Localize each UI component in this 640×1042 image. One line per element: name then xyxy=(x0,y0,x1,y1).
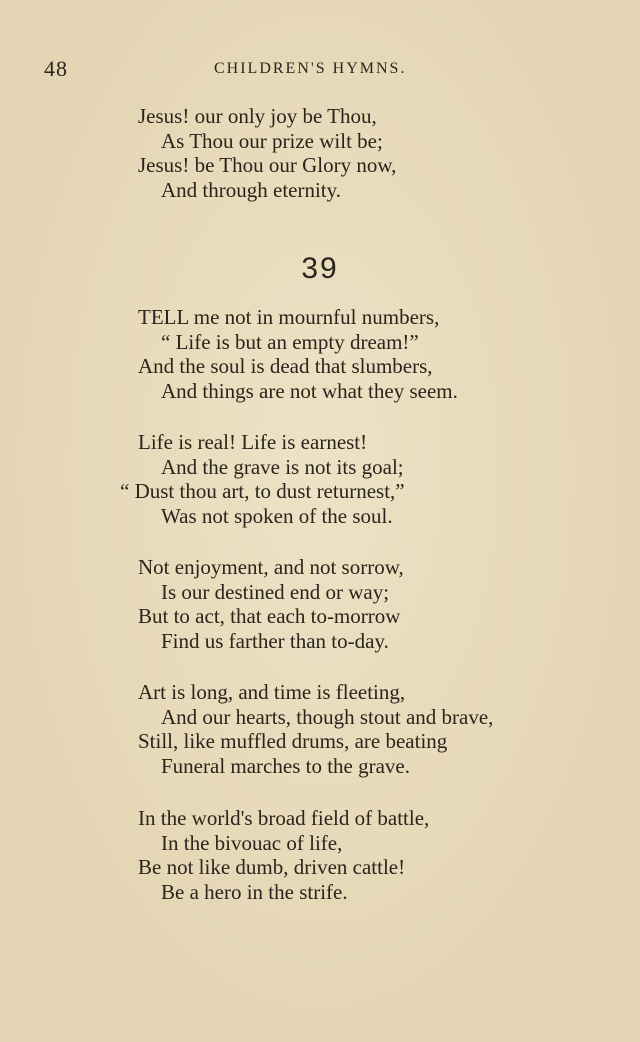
stanza-5 xyxy=(138,806,429,904)
stanza-1 xyxy=(138,305,458,403)
verse-line: Funeral marches to the grave. xyxy=(161,753,410,778)
verse-line: Life is real! Life is earnest! xyxy=(138,430,368,454)
verse-line: TELL me not in mournful numbers, xyxy=(138,305,440,329)
verse-line: “ Life is but an empty dream!” xyxy=(161,329,419,354)
stanza-2 xyxy=(120,430,405,528)
verse-line: Be not like dumb, driven cattle! xyxy=(138,855,406,879)
verse-line: Jesus! be Thou our Glory now, xyxy=(138,153,397,177)
verse-line: But to act, that each to-morrow xyxy=(138,604,401,628)
page-number: 48 xyxy=(44,56,68,81)
verse-line: Be a hero in the strife. xyxy=(161,879,348,904)
hymn-number: 39 xyxy=(301,252,339,285)
stanza-4 xyxy=(138,680,493,778)
verse-line: And through eternity. xyxy=(161,177,342,202)
verse-line: Art is long, and time is fleeting, xyxy=(138,680,406,704)
running-head: CHILDREN'S HYMNS. xyxy=(214,60,407,77)
verse-line: And the soul is dead that slumbers, xyxy=(138,354,433,378)
stanza-closing-previous-hymn xyxy=(138,104,396,202)
verse-line: Was not spoken of the soul. xyxy=(161,503,393,528)
verse-line: And the grave is not its goal; xyxy=(161,454,404,479)
verse-line: Still, like muffled drums, are beating xyxy=(138,729,448,753)
verse-line: In the world's broad field of battle, xyxy=(138,806,430,830)
verse-line: Find us farther than to-day. xyxy=(161,628,389,653)
verse-line: Is our destined end or way; xyxy=(161,579,390,604)
verse-line: In the bivouac of life, xyxy=(161,830,343,855)
verse-line: “ Dust thou art, to dust returnest,” xyxy=(120,479,405,503)
verse-line: And our hearts, though stout and brave, xyxy=(161,704,494,729)
verse-line: As Thou our prize wilt be; xyxy=(161,128,383,153)
verse-line: Jesus! our only joy be Thou, xyxy=(138,104,377,128)
stanza-3 xyxy=(138,555,404,653)
verse-line: Not enjoyment, and not sorrow, xyxy=(138,555,404,579)
verse-line: And things are not what they seem. xyxy=(161,378,458,403)
